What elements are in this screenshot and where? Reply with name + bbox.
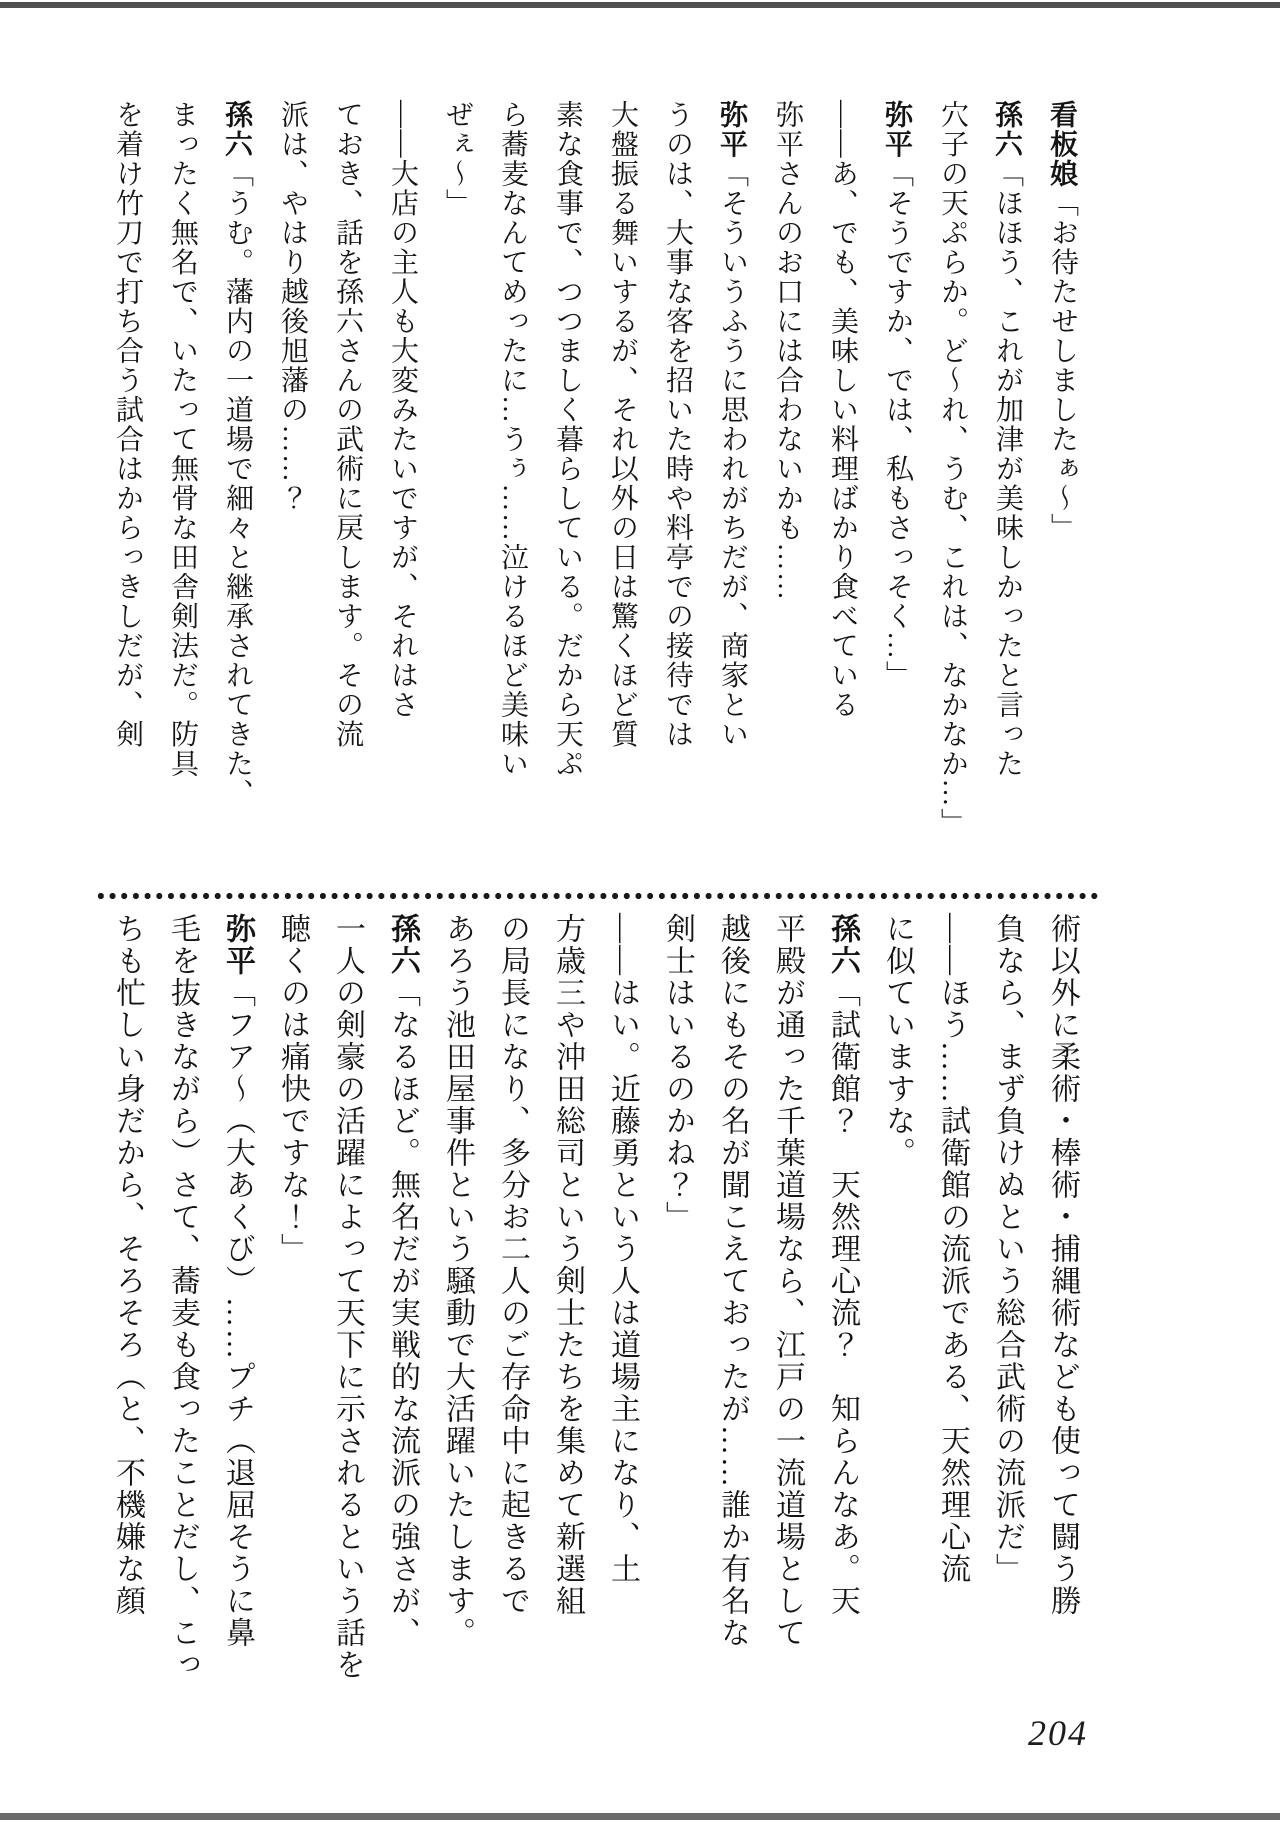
text-column xyxy=(980,913,1035,1697)
text-column xyxy=(760,913,815,1697)
page-number: 204 xyxy=(1028,1713,1088,1753)
column-text: 「そういうふうに思われがちだが、商家とい xyxy=(717,159,748,749)
text-column xyxy=(100,913,155,1697)
column-text: 素な食事で、つつましく暮らしている。だから天ぷ xyxy=(552,100,583,779)
text-column xyxy=(375,913,430,1697)
column-text: 聴くのは痛快ですな！」 xyxy=(276,913,309,1265)
text-column xyxy=(815,100,870,850)
text-column xyxy=(265,100,320,850)
text-column xyxy=(870,100,925,850)
dotted-divider xyxy=(95,892,1103,900)
column-text: 「ほほう、これが加津が美味しかったと言った xyxy=(992,159,1023,779)
text-column xyxy=(430,913,485,1697)
text-column xyxy=(1035,100,1090,850)
column-text: ――あ、でも、美味しい料理ばかり食べている xyxy=(827,100,858,720)
column-text: 毛を抜きながら）さて、蕎麦も食ったことだし、こっ xyxy=(166,913,199,1681)
text-column xyxy=(320,100,375,850)
column-text: まったく無名で、いたって無骨な田舎剣法だ。防具 xyxy=(167,100,198,779)
text-column xyxy=(540,100,595,850)
text-column xyxy=(155,913,210,1697)
column-text: あろう池田屋事件という騒動で大活躍いたします。 xyxy=(441,913,474,1649)
scan-edge-top xyxy=(0,2,1280,8)
column-text: 大盤振る舞いするが、それ以外の日は驚くほど質 xyxy=(607,100,638,749)
top-text-block xyxy=(100,100,1090,850)
column-text: 「フア〜（大あくび）……プチ（退屈そうに鼻 xyxy=(221,977,254,1649)
text-column xyxy=(925,100,980,850)
column-text: の局長になり、多分お二人のご存命中に起きるで xyxy=(496,913,529,1617)
column-text: ておき、話を孫六さんの武術に戻します。その流 xyxy=(332,100,363,749)
text-column xyxy=(595,100,650,850)
text-column xyxy=(980,100,1035,850)
text-column xyxy=(485,913,540,1697)
text-column xyxy=(705,913,760,1697)
column-text: に似ていますな。 xyxy=(881,913,914,1169)
column-text: 派は、やはり越後旭藩の……？ xyxy=(277,100,308,513)
speaker-name: 孫六 xyxy=(992,100,1023,159)
text-column xyxy=(320,913,375,1697)
column-text: 「そうですか、では、私もさっそく…」 xyxy=(882,159,913,690)
speaker-name: 弥平 xyxy=(882,100,913,159)
text-column xyxy=(210,100,265,850)
column-text: 術以外に柔術・棒術・捕縄術なども使って闘う勝 xyxy=(1046,913,1079,1617)
column-text: 「試衛館？ 天然理心流？ 知らんなあ。天 xyxy=(826,977,859,1617)
column-text: 越後にもその名が聞こえておったが……誰か有名な xyxy=(716,913,749,1649)
column-text: 平殿が通った千葉道場なら、江戸の一流道場として xyxy=(771,913,804,1649)
column-text: ――ほう……試衛館の流派である、天然理心流 xyxy=(936,913,969,1585)
column-text: ぜぇ〜」 xyxy=(442,100,473,218)
column-text: 穴子の天ぷらか。ど〜れ、うむ、これは、なかなか…」 xyxy=(937,100,968,838)
text-column xyxy=(595,913,650,1697)
speaker-name: 孫六 xyxy=(386,913,419,977)
text-column xyxy=(540,913,595,1697)
scan-edge-bottom xyxy=(0,1813,1280,1820)
text-column xyxy=(485,100,540,850)
text-column xyxy=(650,913,705,1697)
text-column xyxy=(705,100,760,850)
column-text: 弥平さんのお口には合わないかも…… xyxy=(772,100,803,602)
speaker-name: 孫六 xyxy=(826,913,859,977)
column-text: 「なるほど。無名だが実戦的な流派の強さが、 xyxy=(386,977,419,1649)
column-text: 一人の剣豪の活躍によって天下に示されるという話を xyxy=(331,913,364,1681)
text-column xyxy=(760,100,815,850)
bottom-text-block xyxy=(100,913,1090,1697)
column-text: 方歳三や沖田総司という剣士たちを集めて新選組 xyxy=(551,913,584,1617)
speaker-name: 弥平 xyxy=(221,913,254,977)
speaker-name: 看板娘 xyxy=(1047,100,1078,189)
text-column xyxy=(210,913,265,1697)
text-column xyxy=(155,100,210,850)
column-text: ちも忙しい身だから、そろそろ（と、不機嫌な顔 xyxy=(111,913,144,1617)
text-column xyxy=(1035,913,1090,1697)
speaker-name: 弥平 xyxy=(717,100,748,159)
column-text: を着け竹刀で打ち合う試合はからっきしだが、剣 xyxy=(112,100,143,749)
text-column xyxy=(265,913,320,1697)
column-text: ――大店の主人も大変みたいですが、それはさ xyxy=(387,100,418,720)
column-text: 「うむ。藩内の一道場で細々と継承されてきた、 xyxy=(222,159,253,808)
text-column xyxy=(650,100,705,850)
column-text: 剣士はいるのかね？」 xyxy=(661,913,694,1233)
text-column xyxy=(430,100,485,850)
text-column xyxy=(375,100,430,850)
text-column xyxy=(815,913,870,1697)
column-text: 「お待たせしましたぁ〜」 xyxy=(1047,188,1078,543)
text-column xyxy=(925,913,980,1697)
column-text: ら蕎麦なんてめったに…うぅ……泣けるほど美味い xyxy=(497,100,528,779)
column-text: 負なら、まず負けぬという総合武術の流派だ」 xyxy=(991,913,1024,1585)
speaker-name: 孫六 xyxy=(222,100,253,159)
column-text: うのは、大事な客を招いた時や料亭での接待では xyxy=(662,100,693,749)
text-column xyxy=(100,100,155,850)
text-column xyxy=(870,913,925,1697)
column-text: ――はい。近藤勇という人は道場主になり、土 xyxy=(606,913,639,1585)
